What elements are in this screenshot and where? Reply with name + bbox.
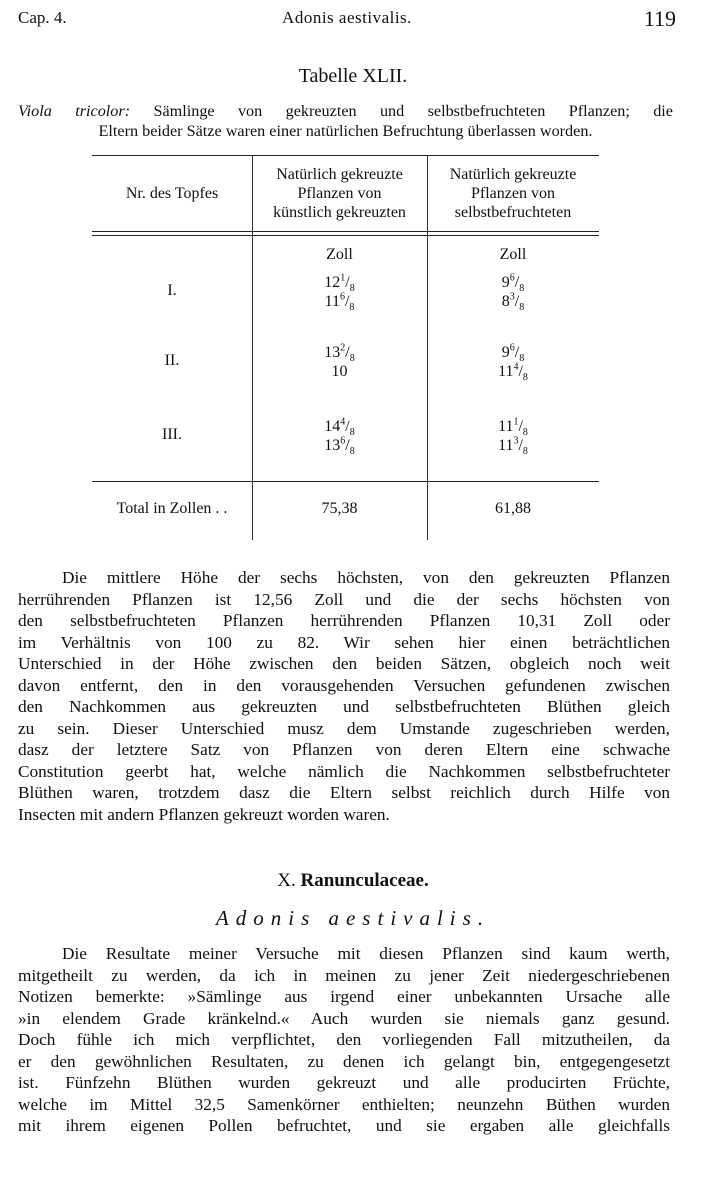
measurement-value: $11^1/_8$ — [498, 416, 528, 439]
subsection-heading: Adonis aestivalis. — [215, 906, 491, 930]
table-rule-header-1 — [92, 231, 599, 232]
header-selfed-line-2: Pflanzen von — [471, 185, 555, 202]
text-line: Die mittlere Höhe der sechs höchsten, von den gekreuzten Pflanzen — [62, 568, 670, 587]
text-line: mitgetheilt zu werden, da ich in meinen zu jener Zeit niedergeschriebenen — [18, 965, 670, 985]
unit-selfed: Zoll — [499, 246, 527, 263]
measurement-value: $13^6/_8$ — [324, 435, 355, 458]
text-line: dasz der letztere Satz von Pflanzen von deren Eltern eine schwache — [18, 740, 670, 759]
page-number: 119 — [643, 6, 676, 31]
header-pot: Nr. des Topfes — [125, 185, 219, 202]
data-table — [92, 155, 599, 540]
text-line: den Nachkommen aus gekreuzten und selbstbefruchteten Blüthen gleich — [18, 697, 670, 716]
paragraph-1 — [18, 567, 670, 825]
total-label: Total in Zollen . . — [116, 500, 228, 517]
total-crossed: 75,38 — [321, 500, 358, 517]
pot-number: II. — [164, 352, 180, 369]
text-line: Die Resultate meiner Versuche mit diesen Pflanzen sind kaum werth, — [62, 944, 670, 963]
text-line: mit ihrem eigenen Pollen befruchtet, und sie ergaben alle gleichfalls — [18, 1116, 670, 1135]
measurement-value: $12^1/_8$ — [324, 272, 355, 295]
text-line: Constitution geerbt hat, welche nämlich die Nachkommen selbstbefruchteter — [18, 761, 670, 781]
measurement-value: $11^6/_8$ — [324, 291, 355, 314]
crossed-values — [252, 416, 427, 458]
running-head — [18, 8, 676, 34]
chapter-label: Cap. 4. — [18, 8, 67, 27]
text-line-last: Insecten mit andern Pflanzen gekreuzt worden waren. — [18, 804, 390, 824]
text-line: den selbstbefruchteten Pflanzen herrührenden Pflanzen 10,31 Zoll oder — [18, 611, 670, 630]
unit-crossed: Zoll — [326, 246, 353, 263]
selfed-values — [427, 342, 599, 384]
text-line: Unterschied in der Höhe zwischen den beiden Sätzen, obgleich noch weit — [18, 654, 670, 673]
section-number: X. — [277, 870, 296, 891]
text-line: herrührenden Pflanzen ist 12,56 Zoll und die der sechs höchsten von — [18, 589, 670, 609]
table-rule-total — [92, 481, 599, 482]
measurement-value: $11^3/_8$ — [498, 435, 528, 458]
text-line: Doch fühle ich mich verpflichtet, den vorliegenden Fall mitzutheilen, da — [18, 1030, 670, 1049]
section-heading — [0, 870, 706, 892]
table-rule-header-2 — [92, 235, 599, 236]
header-selfed — [427, 165, 599, 222]
table-rule-top — [92, 155, 599, 156]
caption-line-2: Eltern beider Sätze waren einer natürlichen Befruchtung überlassen worden. — [98, 122, 593, 140]
measurement-value: $14^4/_8$ — [324, 416, 355, 439]
header-crossed-line-1: Natürlich gekreuzte — [276, 166, 403, 183]
paragraph-2 — [18, 943, 670, 1137]
section-name: Ranunculaceae. — [300, 870, 429, 891]
pot-number: III. — [162, 426, 182, 443]
measurement-value: $11^4/_8$ — [498, 361, 528, 384]
caption-line-1 — [18, 101, 673, 121]
selfed-values — [427, 416, 599, 458]
header-selfed-line-1: Natürlich gekreuzte — [449, 166, 577, 183]
text-line: zu sein. Dieser Unterschied musz dem Umstande zugeschrieben werden, — [18, 718, 670, 738]
text-line: »in elendem Grade kränkelnd.« Auch wurden sie niemals ganz gesund. — [18, 1008, 670, 1028]
text-line: Notizen bemerkte: »Sämlinge aus irgend einer unbekannten Ursache alle — [18, 987, 670, 1006]
header-crossed-line-2: Pflanzen von — [297, 185, 382, 202]
measurement-value: $9^6/_8$ — [501, 342, 525, 365]
text-line: im Verhältnis von 100 zu 82. Wir sehen hier einen beträchtlichen — [18, 632, 670, 652]
measurement-value: $9^6/_8$ — [501, 272, 525, 295]
header-crossed-line-3: künstlich gekreuzten — [273, 204, 406, 221]
caption-line-1-rest: Sämlinge von gekreuzten und selbstbefruchteten Pflanzen; die — [153, 102, 673, 120]
crossed-values — [252, 343, 427, 381]
text-line: er den gewöhnlichen Resultaten, zu denen ich gelangt bin, entgegengesetzt — [18, 1051, 670, 1071]
table-title: Tabelle XLII. — [298, 65, 408, 87]
table-caption — [18, 101, 673, 141]
selfed-values — [427, 272, 599, 314]
text-line: welche im Mittel 32,5 Samenkörner enthielten; neunzehn Büthen wurden — [18, 1094, 670, 1114]
measurement-value: $13^2/_8$ — [324, 342, 355, 365]
text-line: ist. Fünfzehn Blüthen wurden gekreuzt und alle producirten Früchte, — [18, 1073, 670, 1092]
measurement-value: 10 — [331, 363, 348, 380]
running-title: Adonis aestivalis. — [282, 8, 412, 27]
text-line: Blüthen waren, trotzdem dasz die Eltern selbst reichlich durch Hilfe von — [18, 783, 670, 802]
measurement-value: $8^3/_8$ — [501, 291, 525, 314]
pot-number: I. — [167, 282, 177, 299]
text-line: davon entfernt, den in den vorausgehenden Versuchen gefundenen zwischen — [18, 675, 670, 695]
total-selfed: 61,88 — [495, 500, 531, 517]
header-selfed-line-3: selbstbefruchteten — [454, 204, 572, 221]
crossed-values — [252, 272, 427, 314]
caption-species: Viola tricolor: — [18, 102, 131, 120]
header-crossed — [252, 165, 427, 222]
